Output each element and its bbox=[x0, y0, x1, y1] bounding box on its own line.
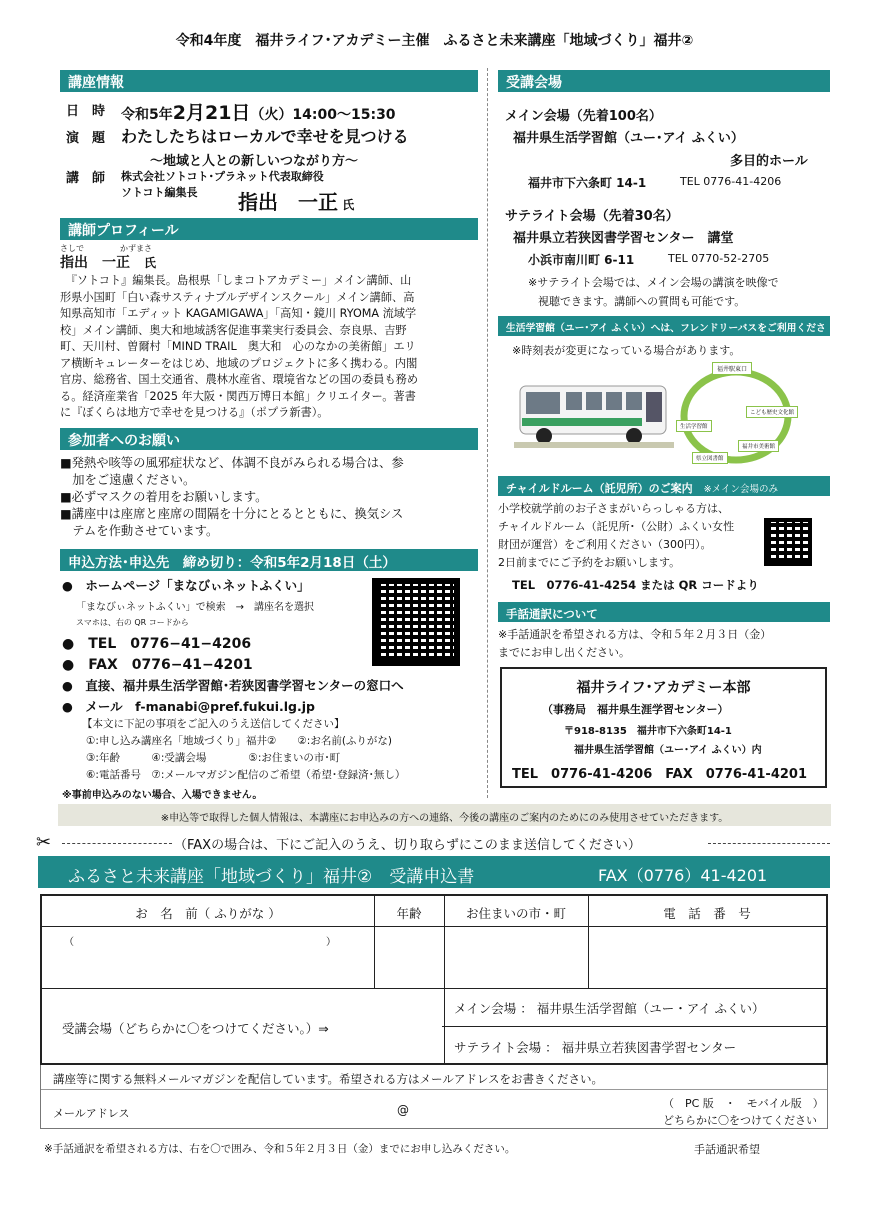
child-header: チャイルドルーム（託児所）のご案内 ※メイン会場のみ bbox=[498, 476, 830, 496]
sign-request-checkbox[interactable]: 手話通訳希望 bbox=[694, 1143, 760, 1156]
stop-learning-center: 生活学習館 bbox=[676, 420, 712, 432]
col-name: お 名 前（ ふりがな ） bbox=[135, 906, 281, 921]
apply-fax: ● FAX 0776−41−4201 bbox=[62, 657, 253, 673]
column-divider bbox=[487, 68, 488, 798]
profile-name: 指出 一正 氏 bbox=[60, 255, 157, 271]
bus-note: ※時刻表が変更になっている場合があります。 bbox=[512, 344, 741, 357]
profile-header: 講師プロフィール bbox=[60, 218, 478, 240]
apply-homepage: ● ホームページ「まなびぃネットふくい」 bbox=[62, 578, 310, 593]
mail-label: メールアドレス bbox=[53, 1107, 130, 1120]
stop-history-museum: こども歴史文化館 bbox=[746, 406, 798, 418]
qr-code-manabi[interactable] bbox=[372, 578, 460, 666]
apply-mail-note: 【本文に下記の事項をご記入のうえ送信してください】 bbox=[82, 718, 345, 730]
theme-subtitle: ～地域と人との新しいつながり方～ bbox=[150, 154, 359, 169]
bus-photo bbox=[514, 378, 674, 448]
hq-box bbox=[500, 667, 827, 788]
stop-art-museum: 福井市美術館 bbox=[738, 440, 779, 452]
venue-sat-title: サテライト会場（先着30名） bbox=[505, 209, 679, 224]
pc-mobile-note: どちらかに〇をつけてください bbox=[663, 1114, 817, 1127]
venue-option-satellite[interactable]: サテライト会場 ： 福井県立若狭図書学習センター bbox=[454, 1040, 737, 1055]
application-form bbox=[40, 894, 828, 1065]
stop-pref-library: 県立図書館 bbox=[692, 452, 728, 464]
profile-text: 『ソトコト』編集長。島根県「しまコトアカデミー」メイン講師、山 形県小国町「白い森サスティナブルデザインスクール」メイン講師、高 知県高知市「エディット KAGAMIGAWA」「高知・鏡川 RYOMA 流域学 校」メイン講師、奥大和地域誘客促進事業実行委員会、奈良県、吉野 町、天川村、曽爾村「MIND TRAIL 奥大和 心のなかの美術館」エリ ア横断キュレーターをはじめ、地域のプロジェクトに多く携わる。内閣 官房、総務省、国土交通省、農林水産省、環境省などの国の委員も務め る。経済産業省「2025 年大阪・関西万博日本館」クリエイター。著書 に『ぼくらは地方で幸せを見つける』（ポプラ新書）。 bbox=[60, 274, 419, 419]
child-text: 小学校就学前のお子さまがいらっしゃる方は、 チャイルドルーム（託児所･（公財）ふくい女性 財団が運営）をご利用ください（300円）。 2日前までにご予約をお願いします。 bbox=[498, 502, 735, 569]
lecturer-title: ソトコト編集長 bbox=[121, 186, 198, 199]
course-info-header: 講座情報 bbox=[60, 70, 478, 92]
lecturer-name: 指出 一正 氏 bbox=[238, 190, 355, 214]
col-tel: 電 話 番 号 bbox=[663, 906, 751, 921]
sign-text: ※手話通訳を希望される方は、令和５年２月３日（金） までにお申し出ください。 bbox=[498, 628, 772, 659]
city-field[interactable] bbox=[446, 927, 587, 987]
theme-title: わたしたちはローカルで幸せを見つける bbox=[121, 127, 409, 146]
sign-request-note: ※手話通訳を希望される方は、右を〇で囲み、令和５年２月３日（金）までにお申し込みください。 bbox=[44, 1143, 516, 1155]
hq-contact: TEL 0776-41-4206 FAX 0776-41-4201 bbox=[512, 767, 807, 782]
privacy-notice: ※申込等で取得した個人情報は、本講座にお申込みの方への連絡、今後の講座のご案内のためにのみ使用させていただきます。 bbox=[58, 804, 831, 826]
venue-main-address: 福井市下六条町 14-1 bbox=[528, 176, 647, 190]
mail-magazine-box bbox=[40, 1065, 828, 1129]
apply-warning: ※事前申込みのない場合、入場できません。 bbox=[62, 790, 263, 801]
ruby-kazumasa: かずまさ bbox=[120, 244, 152, 253]
sign-header: 手話通訳について bbox=[498, 602, 830, 622]
scissors-icon: ✂ bbox=[36, 832, 52, 853]
bus-header: 生活学習館（ユー･アイ ふくい）へは、フレンドリーバスをご利用ください！ bbox=[498, 316, 830, 336]
venue-sat-name: 福井県立若狭図書学習センター 講堂 bbox=[513, 231, 734, 246]
phone-field[interactable] bbox=[590, 927, 825, 987]
requests-header: 参加者へのお願い bbox=[60, 428, 478, 450]
lecturer-org: 株式会社ソトコト･プラネット代表取締役 bbox=[121, 170, 324, 183]
apply-mail: ● メール f-manabi@pref.fukui.lg.jp bbox=[62, 699, 315, 714]
date-label: 日 時 bbox=[66, 104, 106, 119]
theme-label: 演 題 bbox=[66, 131, 106, 146]
apply-search-hint: 「まなびぃネットふくい」で検索 → 講座名を選択 bbox=[76, 602, 314, 613]
cut-instruction: （FAXの場合は、下にご記入のうえ、切り取らずにこのまま送信してください） bbox=[174, 838, 641, 853]
cut-line-left bbox=[62, 843, 172, 844]
venue-header: 受講会場 bbox=[498, 70, 830, 92]
stop-fukui-station: 福井駅東口 bbox=[712, 362, 752, 375]
venue-main-title: メイン会場（先着100名） bbox=[505, 109, 662, 124]
mail-magazine-text: 講座等に関する無料メールマガジンを配信しています。希望される方はメールアドレスをお書きください。 bbox=[53, 1072, 603, 1086]
apply-tel: ● TEL 0776−41−4206 bbox=[62, 636, 252, 652]
page-title: 令和4年度 福井ライフ･アカデミー主催 ふるさと未来講座「地域づくり」福井② bbox=[175, 33, 694, 49]
apply-items-1: ①:申し込み講座名「地域づくり」福井② ②:お名前(ふりがな) bbox=[86, 735, 393, 747]
venue-main-tel: TEL 0776-41-4206 bbox=[680, 175, 782, 188]
form-fax: FAX（0776）41-4201 bbox=[598, 866, 768, 885]
venue-choice-label: 受講会場（どちらかに〇をつけてください。）⇒ bbox=[62, 1021, 329, 1036]
requests-text: ■発熱や咳等の風邪症状など、体調不良がみられる場合は、参 加をご遠慮ください。 ■必ずマスクの着用をお願いします。 ■講座中は座席と座席の間隔を十分にとるとともに、換気シス テムを作動させています。 bbox=[60, 456, 404, 538]
lecturer-label: 講 師 bbox=[66, 171, 106, 186]
hq-address: 〒918-8135 福井市下六条町14-1 bbox=[564, 726, 732, 737]
hq-name: 福井ライフ･アカデミー本部 bbox=[576, 680, 751, 696]
venue-sat-tel: TEL 0770-52-2705 bbox=[668, 252, 770, 265]
venue-sat-address: 小浜市南川町 6-11 bbox=[528, 253, 635, 267]
bus-route-map bbox=[676, 358, 826, 468]
age-field[interactable] bbox=[376, 927, 443, 987]
col-city: お住まいの市・町 bbox=[465, 906, 566, 921]
apply-direct: ● 直接、福井県生活学習館･若狭図書学習センターの窓口へ bbox=[62, 678, 404, 693]
cut-line-right bbox=[708, 843, 830, 844]
apply-header: 申込方法･申込先 締め切り：令和5年2月18日（土） bbox=[60, 549, 478, 571]
col-age: 年齢 bbox=[396, 906, 422, 921]
hq-office: （事務局 福井県生涯学習センター） bbox=[542, 703, 729, 716]
date-value: 令和5年2月21日（火）14:00～15:30 bbox=[121, 102, 396, 124]
qr-code-childroom[interactable] bbox=[764, 518, 812, 566]
venue-sat-note-1: ※サテライト会場では、メイン会場の講演を映像で bbox=[528, 276, 779, 289]
form-title: ふるさと未来講座「地域づくり」福井② 受講申込書 bbox=[68, 867, 475, 887]
apply-qr-hint: スマホは、右の QR コードから bbox=[76, 618, 189, 627]
apply-items-3: ⑥:電話番号 ⑦:メールマガジン配信のご希望（希望･登録済･無し） bbox=[86, 769, 406, 781]
child-tel: TEL 0776-41-4254 または QR コードより bbox=[512, 578, 759, 592]
name-field[interactable]: （ ） bbox=[64, 937, 336, 948]
venue-main-name: 福井県生活学習館（ユー･アイ ふくい） bbox=[513, 131, 744, 146]
form-header bbox=[38, 856, 830, 888]
hq-building: 福井県生活学習館（ユー･アイ ふくい）内 bbox=[574, 745, 762, 756]
venue-main-hall: 多目的ホール bbox=[730, 154, 808, 169]
email-field[interactable]: @ bbox=[397, 1103, 409, 1117]
venue-option-main[interactable]: メイン会場 ： 福井県生活学習館（ユー・アイ ふくい） bbox=[454, 1001, 765, 1016]
pc-mobile-choice[interactable]: （ PC 版 ・ モバイル版 ） bbox=[663, 1097, 824, 1110]
ruby-sashide: さしで bbox=[60, 244, 84, 253]
venue-sat-note-2: 視聴できます。講師への質問も可能です。 bbox=[538, 295, 746, 308]
apply-items-2: ③:年齢 ④:受講会場 ⑤:お住まいの市･町 bbox=[86, 752, 341, 764]
